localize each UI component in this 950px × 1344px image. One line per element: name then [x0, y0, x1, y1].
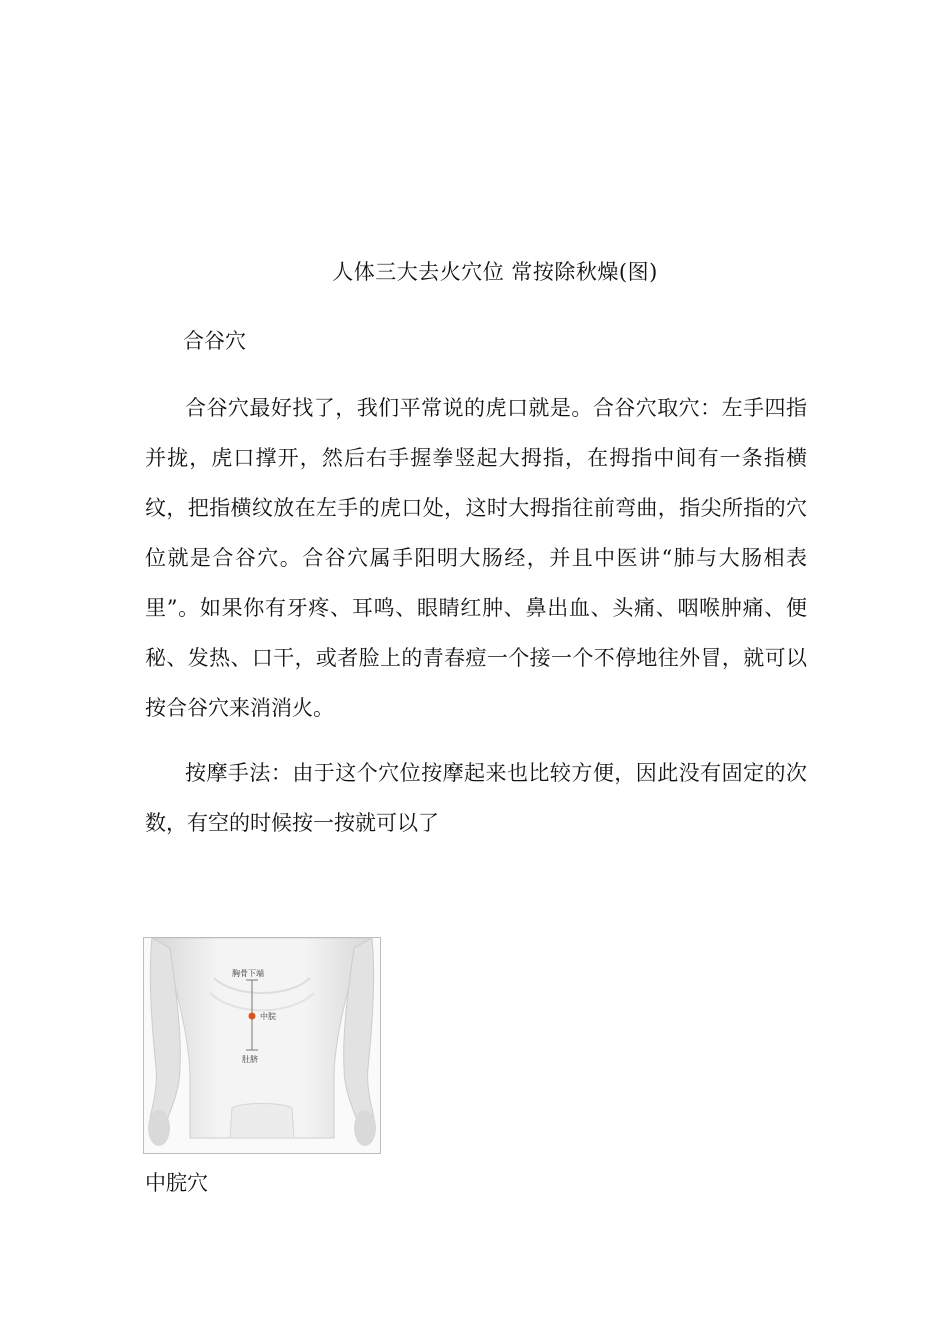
label-zhongwan: 中脘: [260, 1012, 276, 1021]
torso-diagram: [144, 938, 380, 1153]
zhongwan-point-marker: [249, 1013, 256, 1020]
figure-caption-zhongwan: 中脘穴: [145, 1171, 208, 1195]
page-title: 人体三大去火穴位 常按除秋燥(图): [332, 260, 658, 284]
section-heading-hegu: 合谷穴: [183, 329, 246, 353]
paragraph-massage-method: 按摩手法：由于这个穴位按摩起来也比较方便，因此没有固定的次数，有空的时候按一按就可以了: [145, 761, 807, 835]
label-sternum-lower-end: 胸骨下端: [232, 969, 264, 978]
paragraph-hegu-description: 合谷穴最好找了，我们平常说的虎口就是。合谷穴取穴：左手四指并拢，虎口撑开，然后右手握拳竖起大拇指，在拇指中间有一条指横纹，把指横纹放在左手的虎口处，这时大拇指往前弯曲，指尖所指的穴位就是合谷穴。合谷穴属手阳明大肠经，并且中医讲“肺与大肠相表里”。如果你有牙疼、耳鸣、眼睛红肿、鼻出血、头痛、咽喉肿痛、便秘、发热、口干，或者脸上的青春痘一个接一个不停地往外冒，就可以按合谷穴来消消火。: [145, 396, 807, 720]
label-navel: 肚脐: [242, 1055, 258, 1064]
acupoint-body-illustration: [143, 937, 381, 1154]
